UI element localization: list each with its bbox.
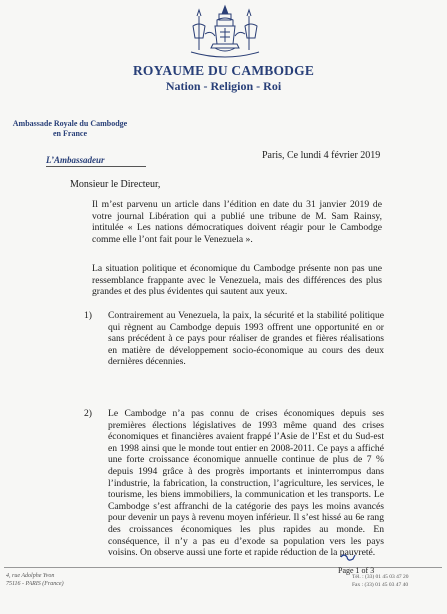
- item-2-text: Le Cambodge n’a pas connu de crises économiques depuis ses premières élections législatives de 1993 même quand des crises économiques et financières avaient frappé l’Asie de l’Est et du Sud-est en 1998 ainsi que le monde tout entier en 2008-2011. Ce pays a affiché une forte croissance économique annuelle continue de plus de 7 % depuis 1994 grâce à des progrès importants et ininterrompus dans l’industrie, la fabrication, la construction, l’agriculture, les services, le tourisme, les biens immobiliers, la communication et les transports. Le Cambodge s’est affranchi de la catégorie des pays les moins avancés pour devenir un pays à revenu moyen inférieur. Il s’est hissé au 6e rang des croissances économiques les plus rapides au monde. En conséquence, il n’y a pas eu d’exode sa population vers les pays voisins. On observe aussi une forte et rapide réduction de la pauvreté.: [108, 408, 384, 559]
- salutation: Monsieur le Directeur,: [70, 179, 161, 190]
- footer-fax: Fax : (33) 01 45 03 47 40: [352, 582, 409, 588]
- header-divider-left: [46, 166, 146, 167]
- footer-tel: Tél. : (33) 01 45 03 47 20: [352, 574, 409, 580]
- ambassador-label: L’Ambassadeur: [46, 155, 105, 165]
- footer-divider: [4, 567, 442, 568]
- address-line-1: 4, rue Adolphe Yvon: [6, 573, 55, 579]
- paragraph-2: La situation politique et économique du Cambodge présente non pas une ressemblance frappante avec le Venezuela, mais des différences des plus grandes et des plus évidentes qui sautent aux yeux.: [92, 263, 382, 298]
- footer-address: [6, 572, 64, 588]
- embassy-line-1: Ambassade Royale du Cambodge: [12, 119, 128, 128]
- embassy-name: [10, 119, 130, 139]
- item-1-number: 1): [84, 310, 92, 321]
- dateline: Paris, Ce lundi 4 février 2019: [262, 150, 381, 161]
- embassy-line-2: en France: [53, 129, 87, 138]
- kingdom-motto: Nation - Religion - Roi: [165, 79, 282, 93]
- item-1-text: Contrairement au Venezuela, la paix, la sécurité et la stabilité politique qui règnent au Cambodge depuis 1993 offrent une opportunité en or sans précédent à ce pays pour réaliser de grandes et fières réalisations en matière de développement socio-économique au cours des deux dernières décennies.: [108, 310, 384, 368]
- footer-contact: [352, 573, 409, 589]
- royal-emblem: [185, 4, 265, 62]
- address-line-2: 75116 - PARIS (France): [6, 581, 64, 587]
- kingdom-title: ROYAUME DU CAMBODGE: [132, 63, 315, 78]
- paragraph-1: Il m’est parvenu un article dans l’édition en date du 31 janvier 2019 de votre journal Libération qui a publié une tribune de M. Sam Rainsy, intitulée « Les nations démocratiques doivent réagir pour le Cambodge comme elle l’ont fait pour le Venezuela ».: [92, 199, 382, 245]
- item-2-number: 2): [84, 408, 92, 419]
- page-number: Page 1 of 3: [338, 566, 375, 575]
- initials-signature: [338, 551, 358, 565]
